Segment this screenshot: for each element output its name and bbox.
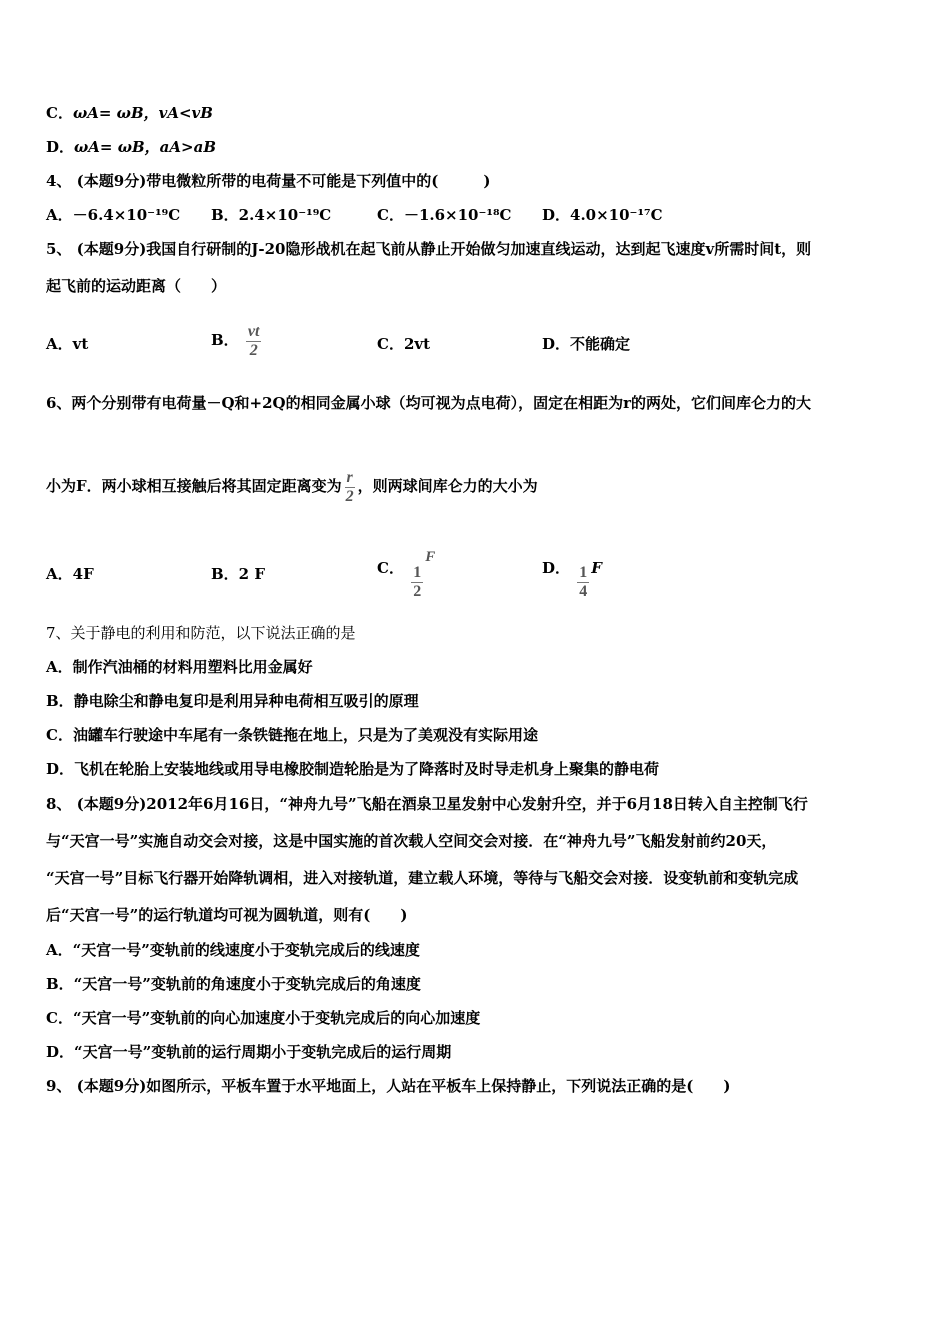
q6-option-c-variable: F (425, 549, 436, 565)
q7-stem: 7、关于静电的利用和防范，以下说法正确的是 (46, 624, 356, 642)
q6-distance-numerator: r (346, 468, 353, 486)
q3-option-c (46, 103, 213, 123)
q7-option-a: A．制作汽油桶的材料用塑料比用金属好 (46, 658, 313, 676)
q3-option-c-text: ωA= ωB，vA<vB (72, 104, 213, 122)
q6-stem-line1: 6、两个分别带有电荷量－Q和+2Q的相同金属小球（均可视为点电荷），固定在相距为r的两处，它们间库仑力的大 (46, 394, 811, 412)
q6-option-c-numerator: 1 (413, 564, 422, 581)
q6-distance-fraction (344, 469, 356, 506)
q3-option-d (46, 137, 216, 157)
q6-distance-denominator: 2 (345, 487, 354, 505)
q8-option-d: D．“天宫一号”变轨前的运行周期小于变轨完成后的运行周期 (46, 1043, 452, 1061)
q8-option-b: B．“天宫一号”变轨前的角速度小于变轨完成后的角速度 (46, 975, 421, 993)
q6-option-a: A．4F (46, 565, 94, 583)
q9-stem: 9、 (本题9分)如图所示，平板车置于水平地面上，人站在平板车上保持静止，下列说法正确的是( ) (46, 1077, 731, 1095)
q6-stem-line2 (46, 456, 538, 516)
q7-option-d: D．飞机在轮胎上安装地线或用导电橡胶制造轮胎是为了降落时及时导走机身上聚集的静电荷 (46, 760, 660, 778)
q6-option-d-denominator: 4 (579, 583, 588, 600)
q6-option-d-label: D． (542, 559, 571, 577)
q6-option-c (377, 538, 435, 601)
q5-option-d: D．不能确定 (542, 335, 631, 353)
q5-stem-line2: 起飞前的运动距离（ ） (46, 277, 227, 295)
q4-option-a: A．－6.4×10⁻¹⁹C (46, 206, 181, 224)
q4-option-d: D．4.0×10⁻¹⁷C (542, 206, 663, 224)
q5-option-b-denominator: 2 (249, 341, 258, 359)
q8-stem-line4: 后“天宫一号”的运行轨道均可视为圆轨道，则有( ) (46, 906, 408, 924)
q6-stem-line2-before: 小为F．两小球相互接触后将其固定距离变为 (46, 477, 342, 495)
q6-option-d (542, 538, 602, 601)
q6-option-c-fraction (411, 564, 423, 601)
q6-stem-line2-after: ，则两球间库仑力的大小为 (357, 477, 538, 495)
q8-stem-line2: 与“天宫一号”实施自动交会对接，这是中国实施的首次载人空间交会对接．在“神舟九号”飞船发射前约20天， (46, 832, 777, 850)
q5-option-b-fraction (246, 323, 262, 360)
q4-option-c: C．－1.6×10⁻¹⁸C (377, 206, 512, 224)
q6-option-d-variable: F (591, 559, 602, 577)
q6-option-b: B．2 F (211, 565, 265, 583)
q5-option-b-label: B． (211, 331, 239, 349)
q7-option-c: C．油罐车行驶途中车尾有一条铁链拖在地上，只是为了美观没有实际用途 (46, 726, 538, 744)
q5-option-b-numerator: vt (247, 322, 260, 340)
q5-option-a: A．vt (46, 335, 89, 353)
q4-stem: 4、 (本题9分)带电微粒所带的电荷量不可能是下列值中的( ) (46, 172, 491, 190)
q8-stem-line1: 8、 (本题9分)2012年6月16日，“神舟九号”飞船在酒泉卫星发射中心发射升空，并于6月18日转入自主控制飞行 (46, 795, 808, 813)
q5-option-c: C．2vt (377, 335, 431, 353)
q3-option-d-label: D． (46, 138, 75, 156)
q8-option-a: A．“天宫一号”变轨前的线速度小于变轨完成后的线速度 (46, 941, 420, 959)
q4-option-b: B．2.4×10⁻¹⁹C (211, 206, 332, 224)
q6-option-d-numerator: 1 (579, 564, 588, 581)
q6-option-d-fraction (577, 564, 589, 601)
q8-stem-line3: “天宫一号”目标飞行器开始降轨调相，进入对接轨道，建立载人环境，等待与飞船交会对接．设变轨前和变轨完成 (46, 869, 799, 887)
q5-option-b (211, 310, 263, 370)
q6-option-c-denominator: 2 (413, 583, 422, 600)
q3-option-c-label: C． (46, 104, 73, 122)
q6-option-c-label: C． (377, 559, 404, 577)
q8-option-c: C．“天宫一号”变轨前的向心加速度小于变轨完成后的向心加速度 (46, 1009, 481, 1027)
q7-option-b: B．静电除尘和静电复印是利用异种电荷相互吸引的原理 (46, 692, 419, 710)
q5-stem-line1: 5、 (本题9分)我国自行研制的J-20隐形战机在起飞前从静止开始做匀加速直线运动，达到起飞速度v所需时间t，则 (46, 240, 812, 258)
q3-option-d-text: ωA= ωB，aA>aB (74, 138, 217, 156)
